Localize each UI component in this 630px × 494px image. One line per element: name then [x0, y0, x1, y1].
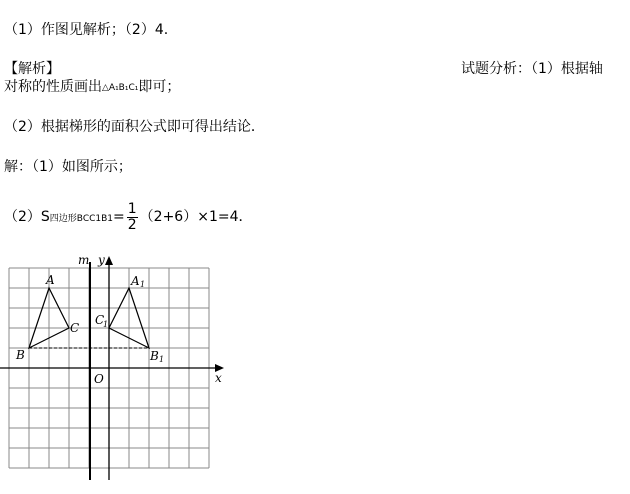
label-origin: O	[94, 372, 104, 386]
label-a1-sub: 1	[140, 280, 146, 289]
fraction-denominator: 2	[127, 216, 137, 233]
analysis-right	[461, 60, 603, 78]
label-c1: C	[95, 313, 105, 327]
analysis-line-3	[4, 118, 265, 136]
solution-tail: （2+6）×1=4．	[139, 209, 253, 225]
axis-lines	[0, 256, 224, 480]
fraction-numerator: 1	[127, 200, 137, 217]
label-c1-sub: 1	[103, 320, 109, 329]
label-x: x	[215, 371, 222, 385]
label-a1: A	[131, 274, 140, 288]
label-m: m	[78, 253, 90, 267]
label-b1-sub: 1	[159, 355, 165, 364]
answer-text: （1）作图见解析；（2）4.	[4, 22, 169, 38]
analysis-right-text: 试题分析：（1）根据轴	[461, 61, 603, 77]
area-subscript: 四边形BCC1B1	[49, 214, 114, 224]
analysis-line-2-main: 对称的性质画出	[4, 79, 102, 95]
solution-prefix: （2）S	[4, 209, 50, 225]
triangle-name: △A₁B₁C₁	[102, 83, 139, 93]
label-a: A	[46, 273, 55, 287]
coordinate-figure	[0, 250, 240, 480]
y-axis-arrow	[105, 256, 113, 265]
analysis-line-2-tail: 即可；	[138, 79, 181, 95]
label-c: C	[70, 321, 80, 335]
label-b: B	[16, 348, 25, 362]
solution-line-1	[4, 158, 132, 176]
label-y: y	[98, 253, 105, 267]
label-b1: B	[150, 349, 159, 363]
analysis-line-2	[4, 78, 180, 97]
fraction-one-half	[127, 202, 138, 233]
solution-line-1-text: 解：（1）如图所示；	[4, 159, 132, 175]
analysis-header	[4, 60, 60, 78]
solution-line-2	[4, 200, 253, 236]
analysis-header-text: 【解析】	[4, 61, 60, 77]
answer-line	[4, 21, 168, 39]
analysis-line-3-text: （2）根据梯形的面积公式即可得出结论．	[4, 119, 265, 135]
equals-sign: =	[113, 209, 125, 225]
